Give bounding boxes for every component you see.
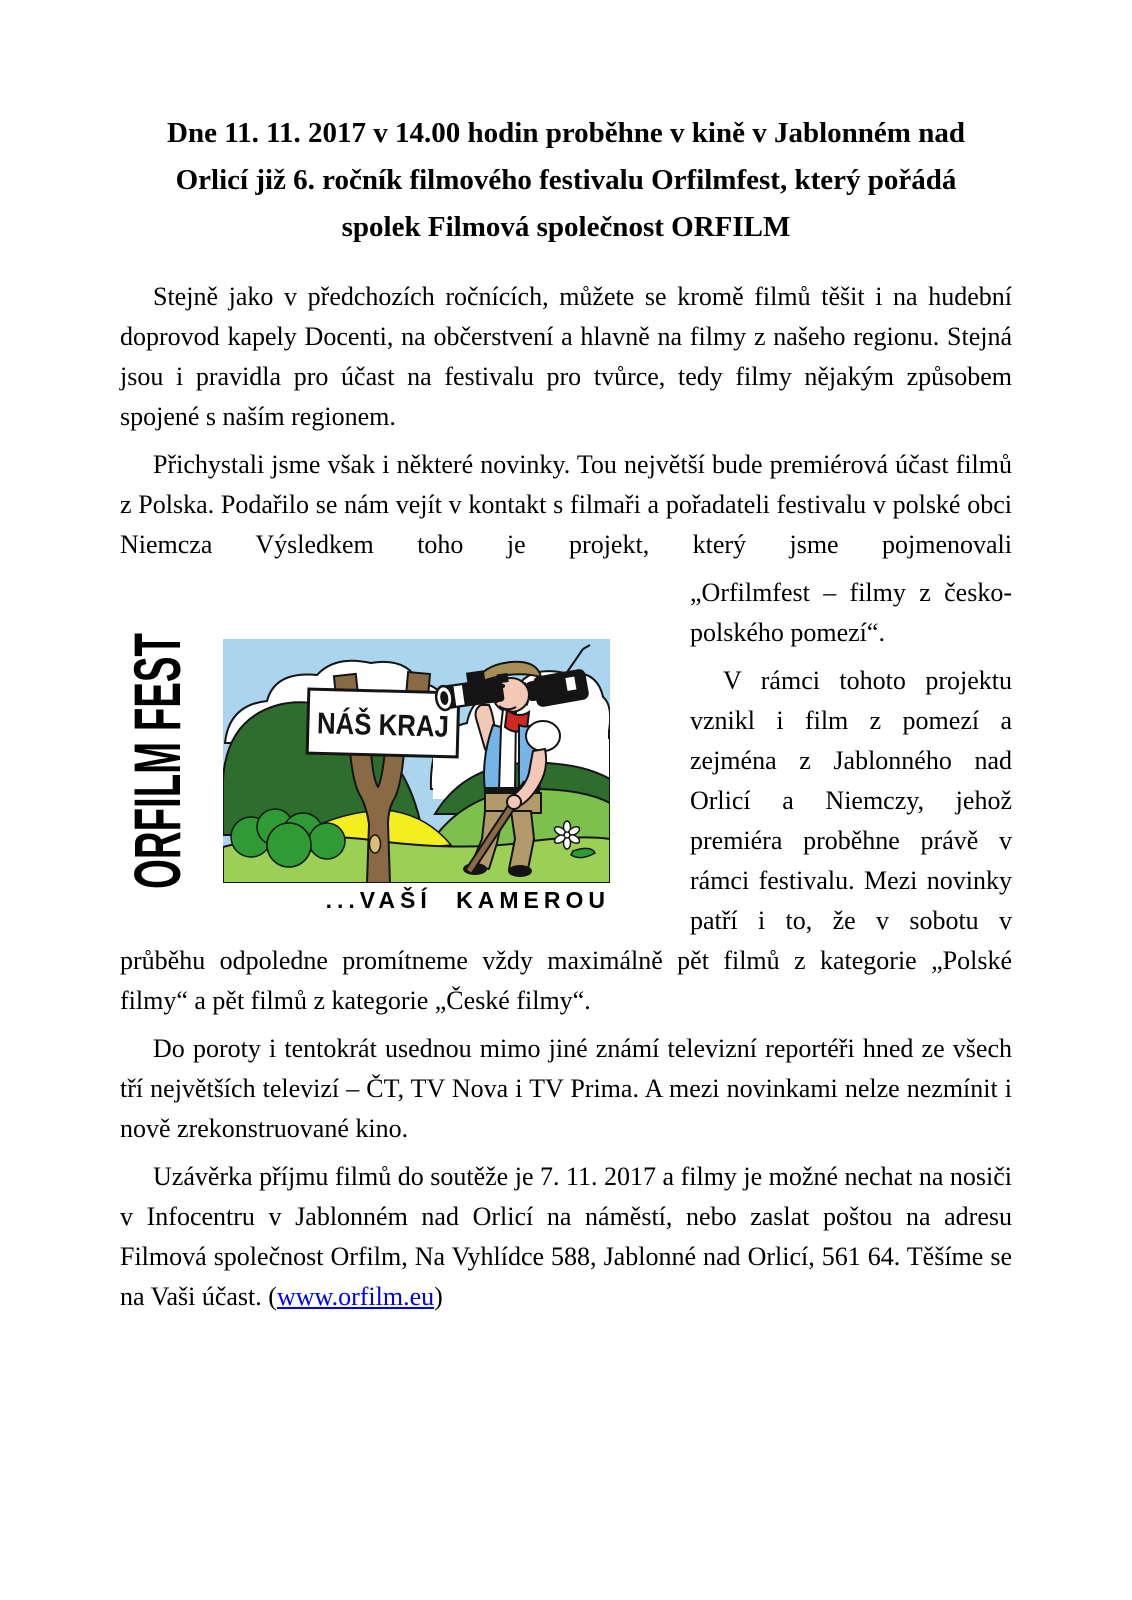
cartoon-illustration: [223, 639, 610, 883]
paragraph-uzaverka: [120, 1157, 1012, 1317]
orfilm-website-link[interactable]: www.orfilm.eu: [276, 1282, 435, 1311]
tree-knot: [370, 835, 381, 853]
title-line-1: Dne 11. 11. 2017 v 14.00 hodin proběhne v kině v Jablonném nad: [167, 117, 965, 149]
title-line-3: spolek Filmová společnost ORFILM: [341, 211, 791, 243]
orfilm-fest-vertical-logo: ORFILM FEST: [121, 633, 195, 889]
uzaverka-text-after: ): [434, 1282, 443, 1311]
village-sign-text: NÁŠ KRAJ: [316, 707, 471, 745]
orfilmfest-figure: [120, 577, 665, 929]
paragraph-porota: Do poroty i tentokrát usednou mimo jiné známí televizní reportéři hned ze všech tří největších televizí – ČT, TV Nova i TV Prima. A mezi novinkami nelze nezmínit i nově zrekonstruované kino.: [120, 1034, 1012, 1143]
uzaverka-text: Uzávěrka příjmu filmů do soutěže je 7. 11. 2017 a filmy je možné nechat na nosiči v Infocentru v Jablonném nad Orlicí na náměstí, nebo zaslat poštou na adresu Filmová společnost Orfilm, Na Vyhlídce 588, Jablonné nad Orlicí, 561 64. Těšíme se na Vaši účast. (: [120, 1162, 1012, 1311]
document-content: [120, 110, 1012, 1325]
title-line-2: Orlicí již 6. ročník filmového festivalu Orfilmfest, který pořádá: [175, 164, 957, 196]
cartoon-caption: ...VAŠÍ KAMEROU: [325, 887, 610, 913]
paragraph-projekt: V rámci tohoto projektu vznikl i film z pomezí a zejména z Jablonného nad Orlicí a Niemczy, jehož premiéra proběhne právě v rámci festivalu. Mezi novinky patří i to, že v sobotu v průběhu odpoledne promítneme vždy maximálně pět filmů z kategorie „Polské filmy“ a pět filmů z kategorie „České filmy“.: [120, 666, 1012, 1015]
paragraph-intro: Stejně jako v předchozích ročnících, můžete se kromě filmů těšit i na hudební doprovod kapely Docenti, na občerstvení a hlavně na filmy z našeho regionu. Stejná jsou i pravidla pro účast na festivalu pro tvůrce, tedy filmy nějakým způsobem spojené s naším regionem.: [120, 282, 1012, 431]
paragraph-novinky: Přichystali jsme však i některé novinky. Tou největší bude premiérová účast filmů z Polska. Podařilo se nám vejít v kontakt s filmaři a pořadateli festivalu v polské obci Niemcza Výsledkem toho je projekt, který jsme pojmenovali: [120, 450, 1012, 559]
paragraph-novinky-pokracovani: „Orfilmfest – filmy z česko-polského pomezí“.: [690, 578, 1012, 647]
document-title: [120, 110, 1012, 251]
